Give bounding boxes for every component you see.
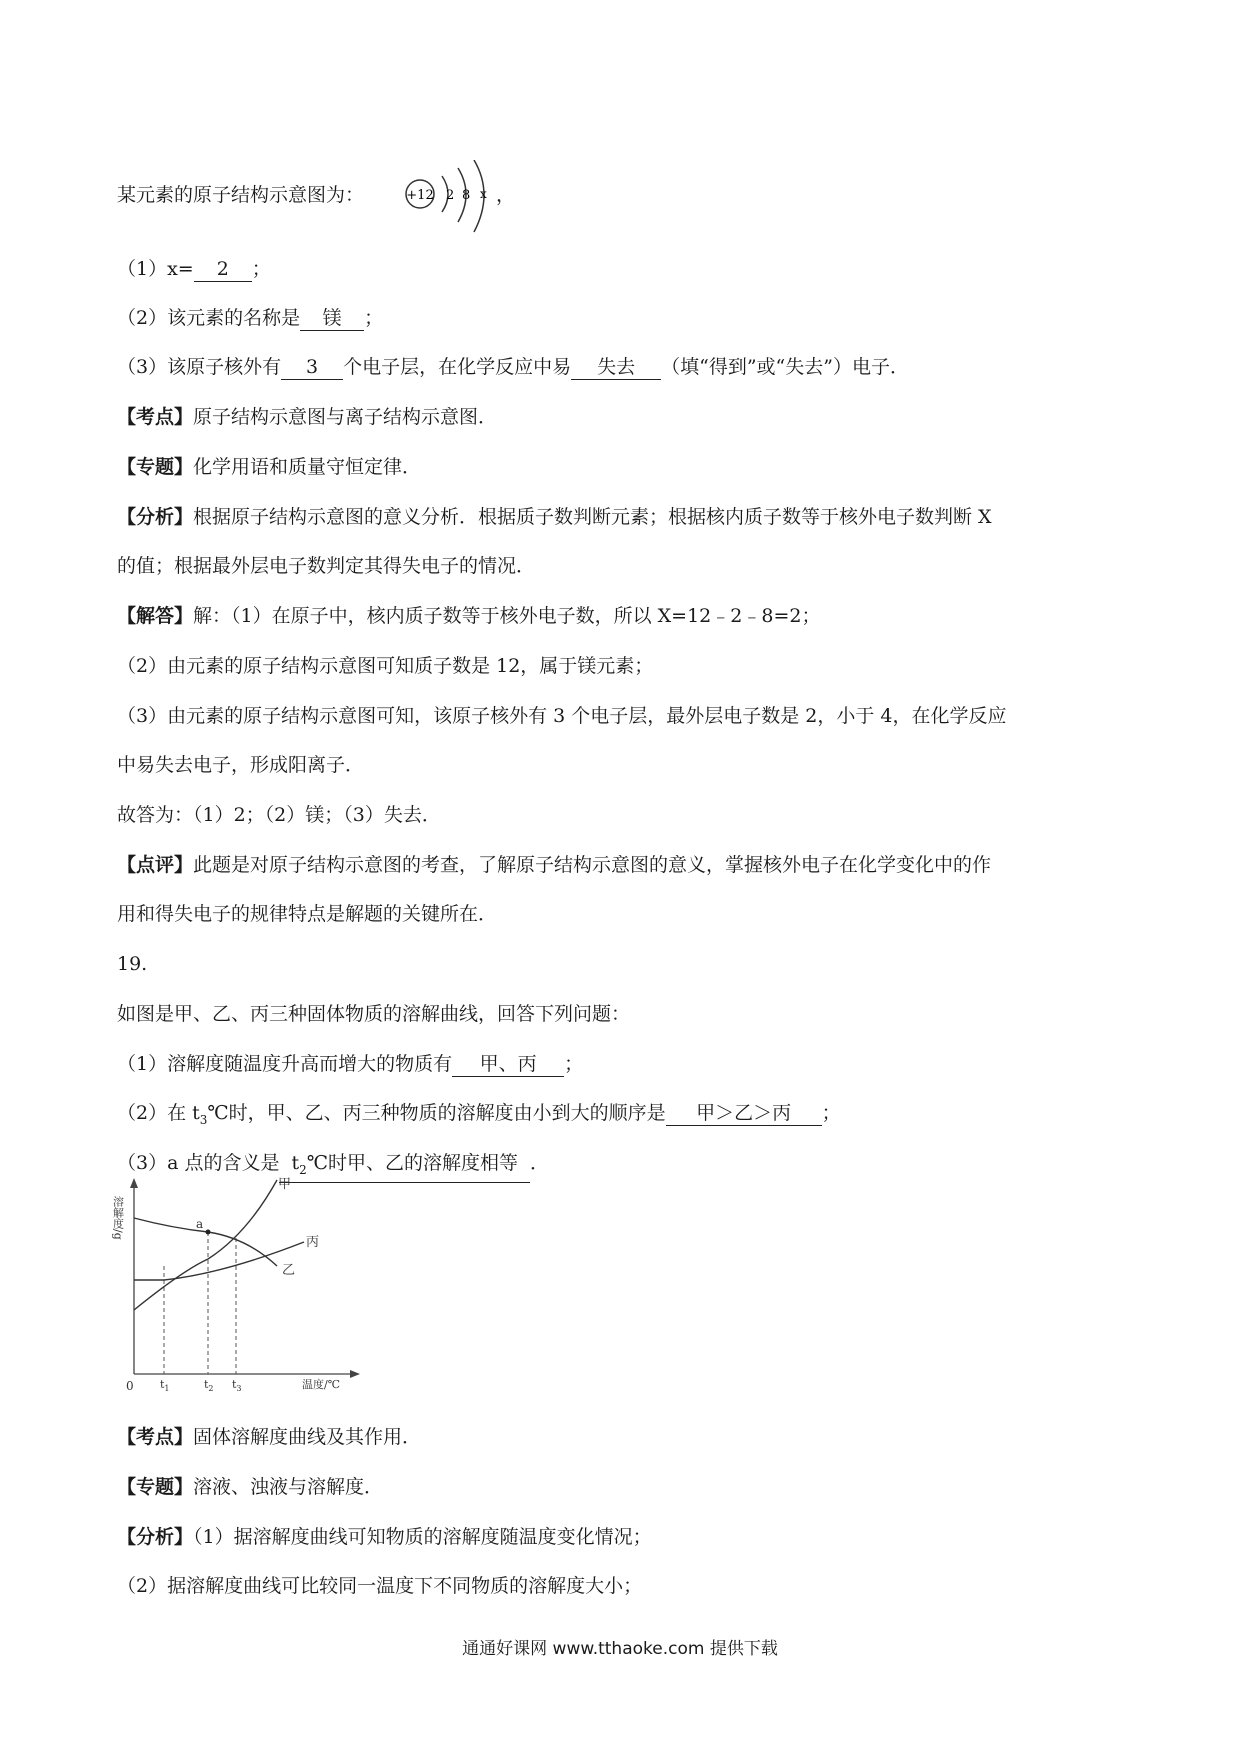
q18-jieda-line1 — [117, 601, 820, 631]
q18-p3-answer2: 失去 — [571, 355, 661, 380]
q19-p3-prefix: （3）a 点的含义是 — [117, 1152, 280, 1174]
q18-jieda-line2: （2）由元素的原子结构示意图可知质子数是 12，属于镁元素； — [117, 655, 654, 677]
q19-number: 19. — [117, 953, 148, 975]
t1-label — [160, 1378, 170, 1393]
q18-zhuanti — [117, 452, 421, 482]
fenxi-text-1: 根据原子结构示意图的意义分析．根据质子数判断元素；根据核内质子数等于核外电子数判断 X — [193, 506, 992, 528]
q18-dianping-line2: 用和得失电子的规律特点是解题的关键所在． — [117, 903, 498, 925]
q18-p3-middle: 个电子层，在化学反应中易 — [343, 356, 572, 378]
dianping-text-1: 此题是对原子结构示意图的考查，了解原子结构示意图的意义，掌握核外电子在化学变化中的作 — [193, 854, 992, 876]
q18-p2-prefix: （2）该元素的名称是 — [117, 307, 301, 329]
q19-p2-prefix: （2）在 t — [117, 1102, 200, 1124]
y-axis-arrow — [130, 1178, 138, 1188]
q18-intro-line — [117, 180, 364, 210]
t3-label-sub: 3 — [236, 1384, 242, 1393]
label-bing: 丙 — [306, 1235, 320, 1250]
t1-label-sub: 1 — [164, 1384, 170, 1393]
kaodian-text: 固体溶解度曲线及其作用． — [193, 1426, 422, 1448]
label-jia: 甲 — [278, 1177, 292, 1192]
point-a-label: a — [196, 1217, 204, 1231]
x-axis-label: 温度/℃ — [302, 1378, 341, 1391]
q18-dianping-line1 — [117, 850, 991, 880]
q18-p3-answer1: 3 — [281, 355, 343, 380]
fenxi-text-1: （1）据溶解度曲线可知物质的溶解度随温度变化情况； — [193, 1526, 652, 1548]
page-footer: 通通好课网 www.tthaoke.com 提供下载 — [462, 1639, 778, 1659]
fenxi-tag: 【分析】 — [117, 506, 194, 528]
q19-fenxi-line1 — [117, 1522, 652, 1552]
q18-intro: 某元素的原子结构示意图为： — [117, 184, 365, 206]
atom-structure-diagram — [398, 160, 508, 240]
q18-fenxi-line1 — [117, 502, 992, 532]
q18-p1-suffix: ； — [251, 258, 271, 280]
t2-label-t: t — [204, 1378, 209, 1391]
q19-p2-prefix2: ℃时，甲、乙、丙三种物质的溶解度由小到大的顺序是 — [207, 1102, 666, 1124]
q18-part2 — [117, 303, 383, 333]
q19-stem: 如图是甲、乙、丙三种固体物质的溶解曲线，回答下列问题： — [117, 1003, 631, 1025]
point-a-marker — [206, 1230, 211, 1235]
x-axis-arrow — [350, 1370, 360, 1378]
zhuanti-tag: 【专题】 — [117, 1476, 194, 1498]
q19-p3-answer-t: t — [291, 1152, 300, 1174]
t3-label-t: t — [232, 1378, 237, 1391]
kaodian-tag: 【考点】 — [117, 1426, 194, 1448]
q19-p2-suffix: ； — [821, 1102, 841, 1124]
q18-jieda-line3: （3）由元素的原子结构示意图可知，该原子核外有 3 个电子层，最外层电子数是 2，小于 4，在化学反应 — [117, 705, 1007, 727]
q18-p3-suffix: （填“得到”或“失去”）电子． — [661, 356, 909, 378]
t3-label — [232, 1378, 242, 1393]
q18-jieda-line4: 中易失去电子，形成阳离子． — [117, 754, 365, 776]
q18-part1 — [117, 254, 271, 284]
shell1-count: 2 — [446, 188, 455, 203]
q19-p1-answer: 甲、丙 — [452, 1052, 564, 1077]
q19-p1-suffix: ； — [564, 1053, 584, 1075]
q19-p3-answer-sub: 2 — [299, 1162, 307, 1177]
q19-part2 — [117, 1098, 841, 1135]
q18-p2-answer: 镁 — [300, 306, 364, 331]
q18-intro-tail: ， — [496, 184, 516, 206]
q19-kaodian — [117, 1422, 421, 1452]
solubility-curve-diagram — [112, 1176, 368, 1396]
jieda-text-1: 解：（1）在原子中，核内质子数等于核外电子数，所以 X=12﹣2﹣8=2； — [193, 605, 821, 627]
q18-kaodian — [117, 402, 497, 432]
q18-p2-suffix: ； — [364, 307, 384, 329]
fenxi-tag: 【分析】 — [117, 1526, 194, 1548]
label-yi: 乙 — [282, 1263, 296, 1278]
kaodian-text: 原子结构示意图与离子结构示意图． — [193, 406, 498, 428]
curve-jia — [134, 1180, 277, 1310]
q19-p3-answer-text: ℃时甲、乙的溶解度相等 — [306, 1152, 519, 1174]
curve-bing — [134, 1242, 304, 1280]
q18-p1-prefix: （1）x= — [117, 258, 194, 280]
q18-p1-answer: 2 — [194, 257, 252, 282]
shell3-count: x — [480, 187, 487, 201]
shell2-count: 8 — [462, 188, 471, 203]
t2-label-sub: 2 — [208, 1384, 214, 1393]
t2-label — [204, 1378, 214, 1393]
zhuanti-tag: 【专题】 — [117, 456, 194, 478]
dianping-tag: 【点评】 — [117, 854, 194, 876]
q19-p2-answer: 甲＞乙＞丙 — [666, 1101, 822, 1126]
q19-part1 — [117, 1049, 583, 1079]
q19-p3-suffix: ． — [530, 1152, 550, 1174]
q19-p2-subscript: 3 — [199, 1112, 208, 1127]
jieda-tag: 【解答】 — [117, 605, 194, 627]
q18-p3-prefix: （3）该原子核外有 — [117, 356, 282, 378]
t1-label-t: t — [160, 1378, 165, 1391]
q19-zhuanti — [117, 1472, 383, 1502]
zhuanti-text: 化学用语和质量守恒定律． — [193, 456, 422, 478]
q19-p1-prefix: （1）溶解度随温度升高而增大的物质有 — [117, 1053, 453, 1075]
nucleus-charge: +12 — [406, 188, 434, 203]
origin-label: 0 — [126, 1379, 134, 1393]
q19-fenxi-line2: （2）据溶解度曲线可比较同一温度下不同物质的溶解度大小； — [117, 1575, 643, 1597]
zhuanti-text: 溶液、浊液与溶解度． — [193, 1476, 384, 1498]
q18-part3 — [117, 352, 909, 382]
y-axis-label: 溶解度/g — [112, 1196, 125, 1240]
kaodian-tag: 【考点】 — [117, 406, 194, 428]
q18-fenxi-line2: 的值；根据最外层电子数判定其得失电子的情况． — [117, 555, 536, 577]
q18-answer: 故答为：（1）2；（2）镁；（3）失去． — [117, 804, 441, 826]
